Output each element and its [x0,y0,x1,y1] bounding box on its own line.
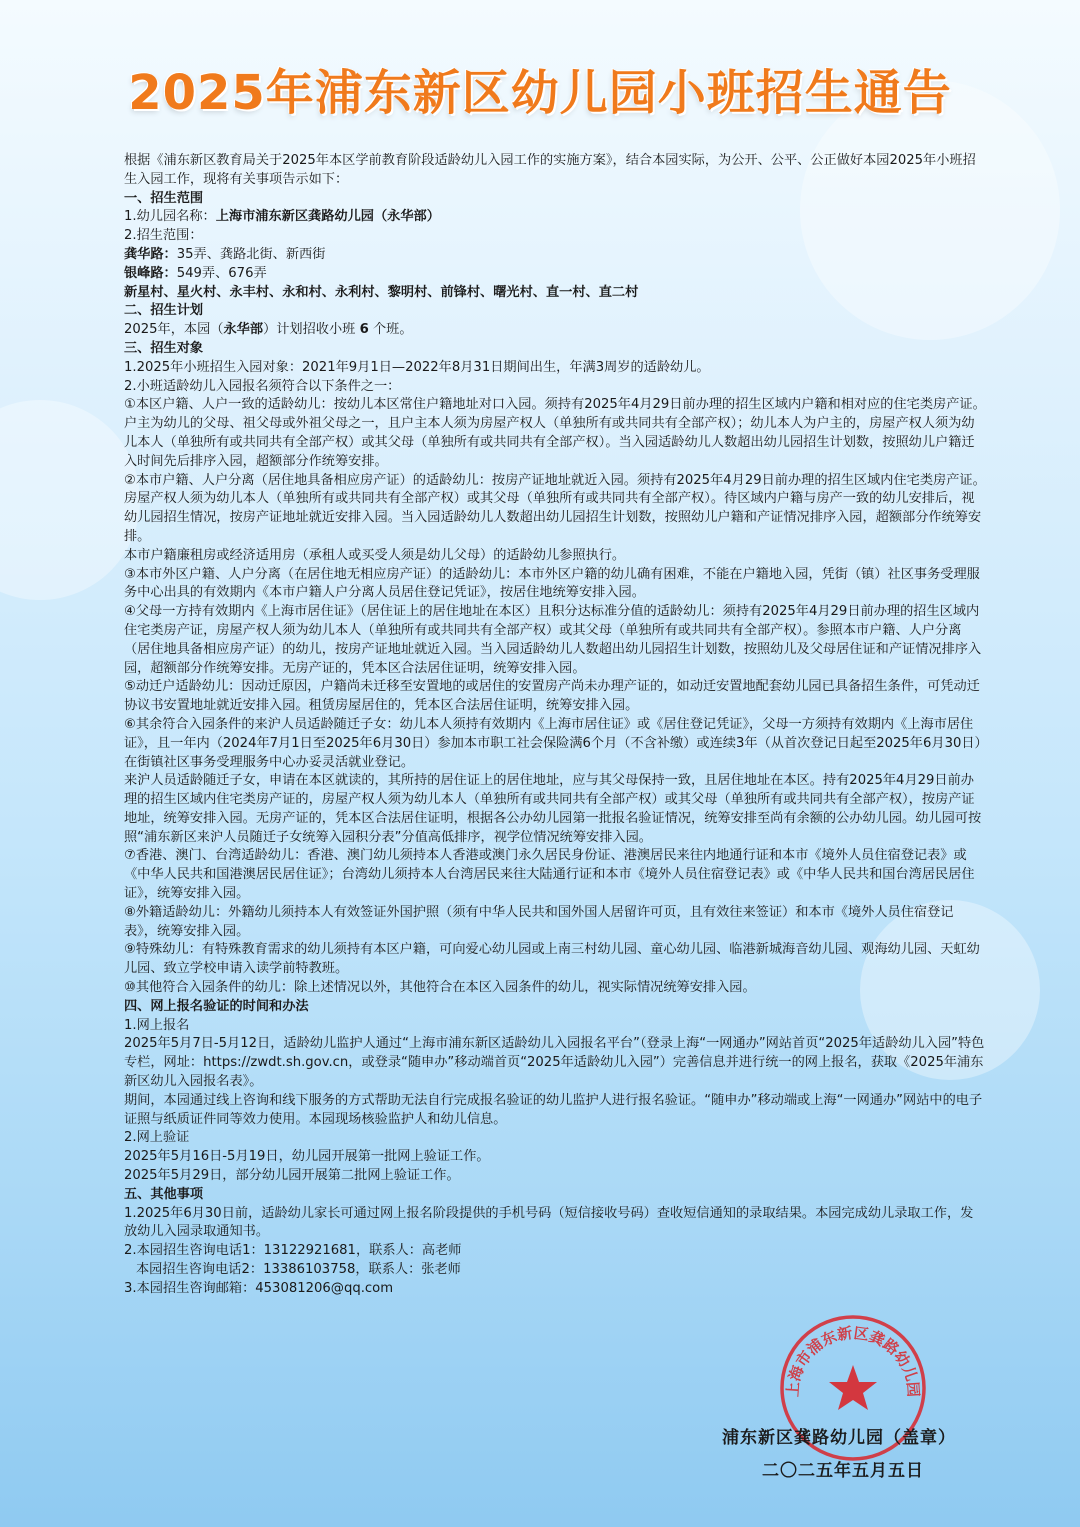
section-heading: 五、其他事项 [124,1186,204,1202]
plan-text: 个班。 [372,322,413,338]
condition-item: ④父母一方持有效期内《上海市居住证》（居住证上的居住地址在本区）且积分达标准分值的适龄幼儿：须持有2025年4月29日前办理的招生区域内住宅类房产证，房屋产权人须为幼儿本人（单独所有或共同共有全部产权）或其父母（单独所有或共同共有全部产权）。参照本市户籍、人户分离（居住地具备相应房产证）的幼儿，按房产证地址就近入园。当入园适龄幼儿人数超出幼儿园招生计划数，按照幼儿及父母居住证和产证情况排序入园，超额部分作统筹安排。无房产证的，凭本区合法居住证明，统筹安排入园。 [124,604,982,676]
scope-road-line [96,246,986,265]
road-detail: 35弄、龚路北街、新西街 [176,246,326,262]
contact-phone-1: 2.本园招生咨询电话1：13122921681，联系人：高老师 [124,1243,462,1259]
condition-item: ⑨特殊幼儿：有特殊教育需求的幼儿须持有本区户籍，可向爱心幼儿园或上南三村幼儿园、童心幼儿园、临港新城海音幼儿园、观海幼儿园、天虹幼儿园、致立学校申请入读学前特教班。 [124,942,980,977]
section-heading: 四、网上报名验证的时间和办法 [124,998,309,1014]
paragraph: 2.小班适龄幼儿入园报名须符合以下条件之一： [124,378,401,394]
condition-item: ⑤动迁户适龄幼儿：因动迁原因，户籍尚未迁移至安置地的或居住的安置房产尚未办理产证的，如动迁安置地配套幼儿园已具备招生条件，可凭动迁协议书安置地址就近安排入园。租赁房屋居住的，凭本区合法居住证明，统筹安排入园。 [124,679,980,714]
road-detail: 549弄、676弄 [176,265,267,281]
page-title: 2025年浦东新区幼儿园小班招生通告 [128,65,952,121]
paragraph: 1.2025年小班招生入园对象：2021年9月1日—2022年8月31日期间出生，年满3周岁的适龄幼儿。 [124,359,710,375]
kindergarten-name: 上海市浦东新区龚路幼儿园（永华部） [215,209,440,225]
section-heading: 三、招生对象 [124,340,204,356]
seal-text: 上海市浦东新区龚路幼儿园 [783,1323,923,1398]
condition-note: 本市户籍廉租房或经济适用房（承租人或买受人须是幼儿父母）的适龄幼儿参照执行。 [124,547,626,563]
kindergarten-name-line [96,208,986,227]
paragraph: 2025年5月29日，部分幼儿园开展第二批网上验证工作。 [124,1168,460,1184]
condition-item: ⑩其他符合入园条件的幼儿：除上述情况以外，其他符合在本区入园条件的幼儿，视实际情况统筹安排入园。 [124,980,756,996]
scope-label: 2.招生范围： [124,228,203,244]
contact-phone-2: 本园招生咨询电话2：13386103758，联系人：张老师 [136,1262,461,1278]
plan-line [96,321,986,340]
condition-item: ⑦香港、澳门、台湾适龄幼儿：香港、澳门幼儿须持本人香港或澳门永久居民身份证、港澳居民来往内地通行证和本市《境外人员住宿登记表》或《中华人民共和国港澳居民居住证》；台湾幼儿须持本人台湾居民来往大陆通行证和本市《境外人员住宿登记表》或《中华人民共和国台湾居民居住证》，统筹安排入园。 [124,848,975,902]
section-heading: 二、招生计划 [124,303,204,319]
intro-paragraph: 根据《浦东新区教育局关于2025年本区学前教育阶段适龄幼儿入园工作的实施方案》，结合本园实际，为公开、公平、公正做好本园2025年小班招生入园工作，现将有关事项告示如下： [124,153,976,187]
paragraph: 2025年5月7日-5月12日，适龄幼儿监护人通过“上海市浦东新区适龄幼儿入园报名平台”（登录上海“一网通办”网站首页“2025年适龄幼儿入园”特色专栏，网址：https://zwdt.sh.gov.cn，或登录“随申办”移动端首页“2025年适龄幼儿入园”）完善信息并进行统一的网上报名，获取《2025年浦东新区幼儿入园报名表》。 [124,1036,985,1090]
signature: 浦东新区龚路幼儿园（盖章） [722,1428,956,1448]
class-count: 6 [359,322,369,338]
plan-text: ）计划招收小班 [263,322,356,338]
condition-item: ②本市户籍、人户分离（居住地具备相应房产证）的适龄幼儿：按房产证地址就近入园。须持有2025年4月29日前办理的招生区域内住宅类房产证。房屋产权人须为幼儿本人（单独所有或共同共有全部产权）或其父母（单独所有或共同共有全部产权）。待区域内户籍与房产一致的幼儿安排后，视幼儿园招生情况，按房产证地址就近安排入园。当入园适龄幼儿人数超出幼儿园招生计划数，按照幼儿户籍和产证情况排序入园，超额部分作统筹安排。 [124,472,986,544]
condition-item: ⑧外籍适龄幼儿：外籍幼儿须持本人有效签证外国护照（须有中华人民共和国外国人居留许可页，且有效往来签证）和本市《境外人员住宿登记表》，统筹安排入园。 [124,904,954,939]
sub-heading: 1.网上报名 [124,1017,190,1033]
condition-item: ⑥其余符合入园条件的来沪人员适龄随迁子女：幼儿本人须持有效期内《上海市居住证》或《居住登记凭证》，父母一方须持有效期内《上海市居住证》，且一年内（2024年7月1日至2025年6月30日）参加本市职工社会保险满6个月（不含补缴）或连续3年（从首次登记日起至2025年6月30日）在街镇社区事务受理服务中心办妥灵活就业登记。 [124,716,982,770]
contact-email: 3.本园招生咨询邮箱：453081206@qq.com [124,1280,394,1296]
paragraph: 期间，本园通过线上咨询和线下服务的方式帮助无法自行完成报名验证的幼儿监护人进行报名验证。“随申办”移动端或上海“一网通办”网站中的电子证照与纸质证件同等效力使用。本园现场核验监护人和幼儿信息。 [124,1092,983,1127]
paragraph: 2025年5月16日-5月19日，幼儿园开展第一批网上验证工作。 [124,1149,490,1165]
condition-item: ③本市外区户籍、人户分离（在居住地无相应房产证）的适龄幼儿：本市外区户籍的幼儿确有困难，不能在户籍地入园，凭街（镇）社区事务受理服务中心出具的有效期内《本市户籍人户分离人员居住登记凭证》，按居住地统筹安排入园。 [124,566,980,601]
notice-body [96,152,986,1299]
kindergarten-label: 1.幼儿园名称： [124,209,216,225]
road-name: 龚华路： [124,246,177,262]
scope-villages: 新星村、星火村、永丰村、永和村、永利村、黎明村、前锋村、曙光村、直一村、直二村 [124,284,639,300]
sub-heading: 2.网上验证 [124,1130,190,1146]
scope-road-line [96,265,986,284]
road-name: 银峰路： [124,265,177,281]
section-heading: 一、招生范围 [124,190,204,206]
paragraph: 1.2025年6月30日前，适龄幼儿家长可通过网上报名阶段提供的手机号码（短信接收号码）查收短信通知的录取结果。本园完成幼儿录取工作，发放幼儿入园录取通知书。 [124,1205,974,1240]
campus-name: 永华部 [223,322,264,338]
condition-note: 来沪人员适龄随迁子女，申请在本区就读的，其所持的居住证上的居住地址，应与其父母保持一致，且居住地址在本区。持有2025年4月29日前办理的招生区域内住宅类房产证的，房屋产权人须为幼儿本人（单独所有或共同共有全部产权）或其父母（单独所有或共同共有全部产权），按房产证地址，统筹安排入园。无房产证的，凭本区合法居住证明，根据各公办幼儿园第一批报名验证情况，统筹安排至尚有余额的公办幼儿园。幼儿园可按照“浦东新区来沪人员随迁子女统筹入园积分表”分值高低排序，视学位情况统筹安排入园。 [124,773,982,845]
issue-date: 二〇二五年五月五日 [762,1461,924,1481]
star-icon [829,1365,877,1410]
condition-item: ①本区户籍、人户一致的适龄幼儿：按幼儿本区常住户籍地址对口入园。须持有2025年4月29日前办理的招生区域内户籍和相对应的住宅类房产证。户主为幼儿的父母、祖父母或外祖父母之一，且户主本人须为房屋产权人（单独所有或共同共有全部产权）；幼儿本人为户主的，房屋产权人须为幼儿本人（单独所有或共同共有全部产权）或其父母（单独所有或共同共有全部产权）。当入园适龄幼儿人数超出幼儿园招生计划数，按照幼儿户籍迁入时间先后排序入园，超额部分作统筹安排。 [124,397,986,469]
plan-text: 2025年，本园（ [124,322,224,338]
